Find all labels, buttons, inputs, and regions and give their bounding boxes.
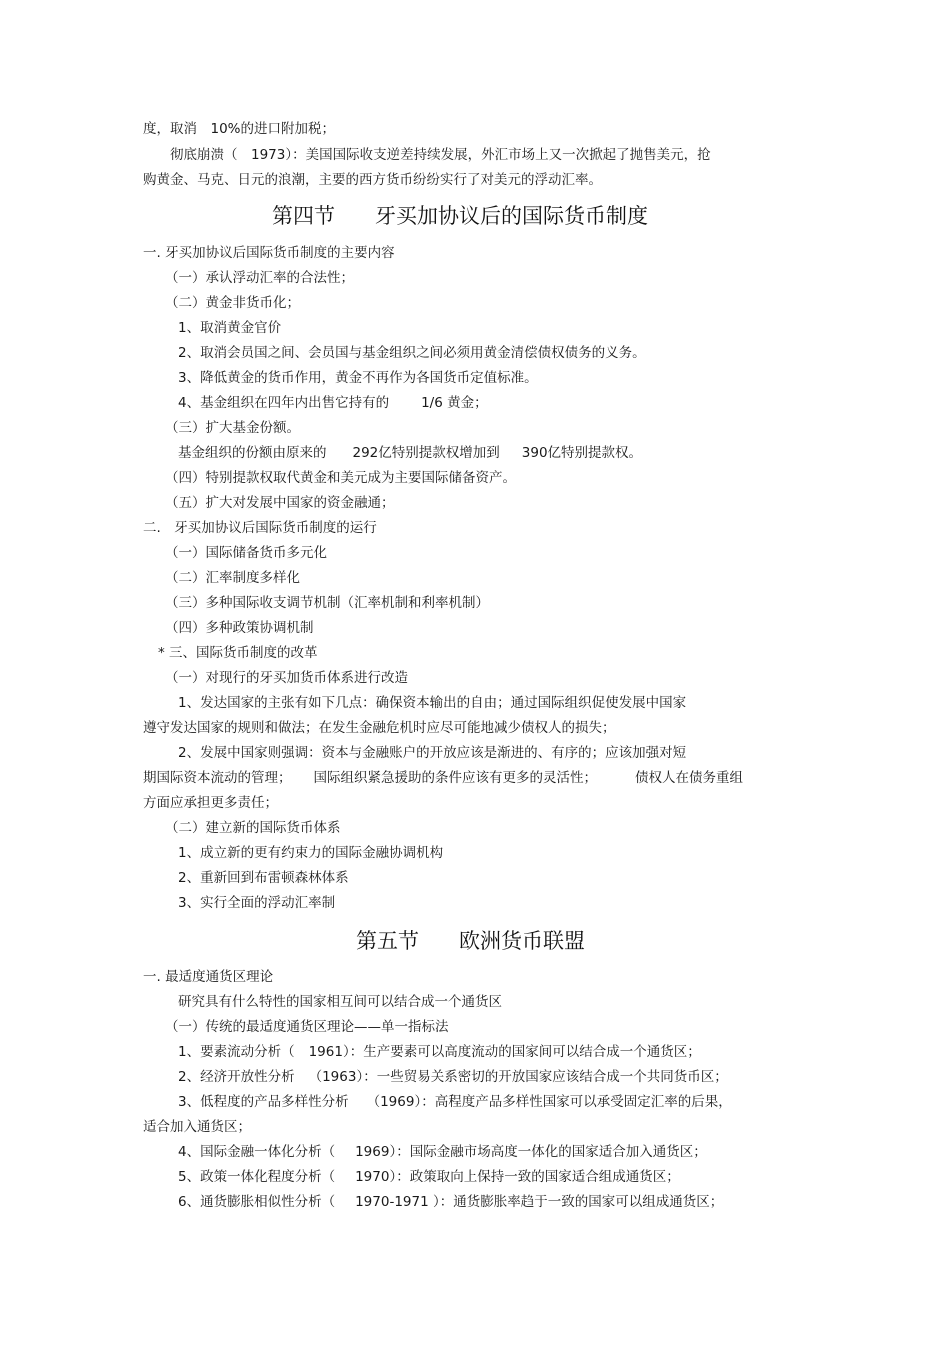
text-line: 2、重新回到布雷顿森林体系 (178, 870, 349, 886)
text-segment: 390亿特别提款权。 (521, 445, 643, 461)
text-line (178, 1093, 732, 1111)
text-line: （一）对现行的牙买加货币体系进行改造 (165, 670, 408, 686)
text-line: 一. 最适度通货区理论 (143, 969, 274, 985)
section-number: 第四节 (272, 204, 335, 228)
text-line: （二）汇率制度多样化 (165, 570, 300, 586)
section-heading (272, 203, 648, 229)
text-line: （四）多种政策协调机制 (165, 620, 314, 636)
text-line: 彻底崩溃（ 1973）：美国国际收支逆差持续发展，外汇市场上又一次掀起了抛售美元，抢 (170, 147, 711, 163)
text-line (178, 1068, 728, 1086)
text-line: 3、实行全面的浮动汇率制 (178, 895, 336, 911)
text-line: 2、发展中国家则强调：资本与金融账户的开放应该是渐进的、有序的；应该加强对短 (178, 745, 687, 761)
text-line (178, 1043, 701, 1061)
text-line: （一）传统的最适度通货区理论——单一指标法 (165, 1019, 449, 1035)
text-segment: 292亿特别提款权增加到 (352, 445, 500, 461)
text-segment: 债权人在债务重组 (635, 770, 743, 786)
text-line: 二. 牙买加协议后国际货币制度的运行 (143, 520, 377, 536)
text-line: 度，取消 10%的进口附加税； (143, 121, 336, 137)
text-line: （三）扩大基金份额。 (165, 420, 300, 436)
section-number: 第五节 (356, 929, 419, 953)
text-segment: 国际组织紧急援助的条件应该有更多的灵活性； (313, 770, 597, 786)
text-line (178, 1168, 680, 1186)
text-line: 方面应承担更多责任； (143, 795, 278, 811)
text-line: （二）建立新的国际货币体系 (165, 820, 341, 836)
text-line (178, 1193, 723, 1211)
text-line: （一）承认浮动汇率的合法性； (165, 270, 354, 286)
text-line (178, 444, 642, 462)
text-line: 适合加入通货区； (143, 1119, 251, 1135)
text-line: 1、取消黄金官价 (178, 320, 282, 336)
text-line: 遵守发达国家的规则和做法；在发生金融危机时应尽可能地减少债权人的损失； (143, 720, 616, 736)
text-segment: 1/6 黄金； (421, 395, 488, 411)
text-line: （二）黄金非货币化； (165, 295, 300, 311)
text-line: （五）扩大对发展中国家的资金融通； (165, 495, 395, 511)
text-line: 2、取消会员国之间、会员国与基金组织之间必须用黄金清偿债权债务的义务。 (178, 345, 646, 361)
text-line: 3、降低黄金的货币作用，黄金不再作为各国货币定值标准。 (178, 370, 538, 386)
text-segment: 1、要素流动分析（ (178, 1044, 295, 1060)
text-segment: 期国际资本流动的管理； (143, 770, 292, 786)
text-segment: 1969）：国际金融市场高度一体化的国家适合加入通货区； (355, 1144, 707, 1160)
text-segment: （1969）：高程度产品多样性国家可以承受固定汇率的后果， (366, 1094, 732, 1110)
text-segment: 4、基金组织在四年内出售它持有的 (178, 395, 390, 411)
text-line: 研究具有什么特性的国家相互间可以结合成一个通货区 (178, 994, 502, 1010)
text-line (143, 769, 743, 787)
text-segment: 基金组织的份额由原来的 (178, 445, 327, 461)
text-segment: 3、低程度的产品多样性分析 (178, 1094, 349, 1110)
text-segment: 1970-1971 ）：通货膨胀率趋于一致的国家可以组成通货区； (355, 1194, 724, 1210)
text-segment: 1970）：政策取向上保持一致的国家适合组成通货区； (355, 1169, 680, 1185)
text-segment: 2、经济开放性分析 (178, 1069, 295, 1085)
text-segment: （1963）：一些贸易关系密切的开放国家应该结合成一个共同货币区； (308, 1069, 728, 1085)
text-line: （三）多种国际收支调节机制（汇率机制和利率机制） (165, 595, 489, 611)
text-line: （四）特别提款权取代黄金和美元成为主要国际储备资产。 (165, 470, 516, 486)
text-segment: 1961）：生产要素可以高度流动的国家间可以结合成一个通货区； (308, 1044, 701, 1060)
text-segment: 5、政策一体化程度分析（ (178, 1169, 336, 1185)
text-line: * 三、国际货币制度的改革 (158, 645, 318, 661)
section-title: 牙买加协议后的国际货币制度 (375, 204, 648, 228)
text-line: （一）国际储备货币多元化 (165, 545, 327, 561)
text-line (178, 394, 488, 412)
text-segment: 4、国际金融一体化分析（ (178, 1144, 336, 1160)
text-line: 1、发达国家的主张有如下几点：确保资本输出的自由；通过国际组织促使发展中国家 (178, 695, 687, 711)
text-line (178, 1143, 707, 1161)
text-line: 一. 牙买加协议后国际货币制度的主要内容 (143, 245, 395, 261)
text-segment: 6、通货膨胀相似性分析（ (178, 1194, 336, 1210)
section-heading (356, 928, 585, 954)
text-line: 购黄金、马克、日元的浪潮，主要的西方货币纷纷实行了对美元的浮动汇率。 (143, 172, 602, 188)
section-title: 欧洲货币联盟 (459, 929, 585, 953)
text-line: 1、成立新的更有约束力的国际金融协调机构 (178, 845, 444, 861)
